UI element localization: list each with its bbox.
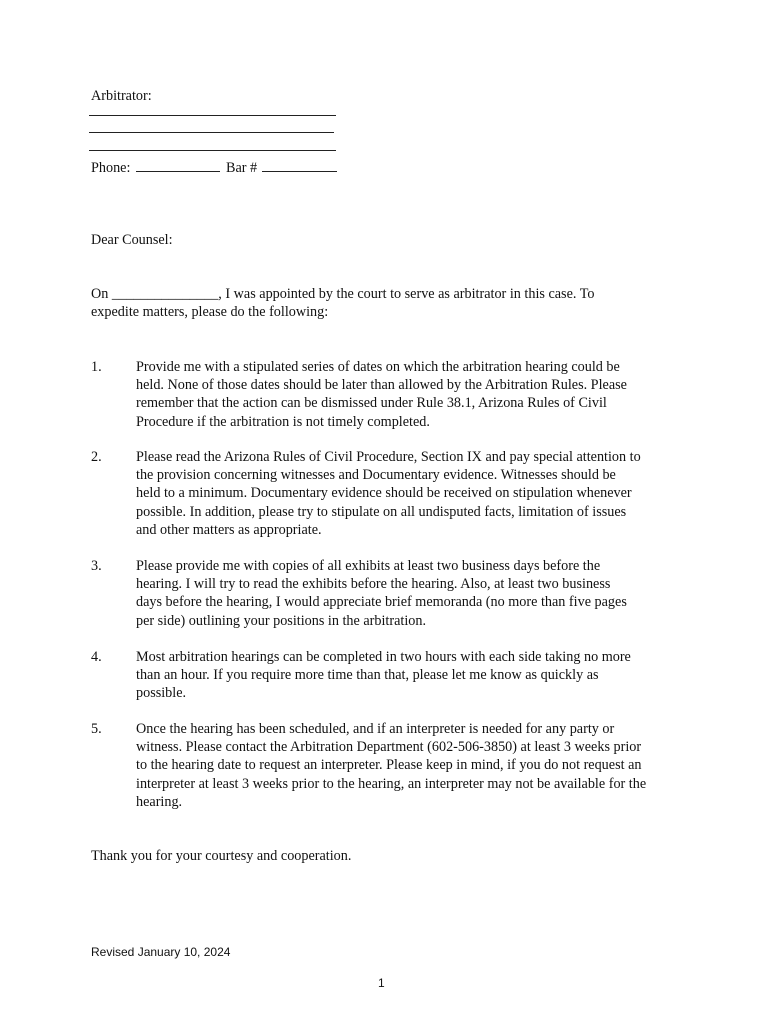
list-item-line: per side) outlining your positions in the arbitration.: [136, 612, 427, 629]
page-number: 1: [378, 976, 385, 990]
intro-line-1: On _______________, I was appointed by the court to serve as arbitrator in this case. To: [91, 286, 595, 302]
arbitrator-label: Arbitrator:: [91, 88, 152, 104]
list-item-text: [136, 557, 696, 630]
list-item-line: Once the hearing has been scheduled, and if an interpreter is needed for any party or: [136, 721, 615, 737]
list-item-line: held to a minimum. Documentary evidence should be received on stipulation whenever: [136, 485, 632, 502]
bar-label: Bar #: [226, 160, 258, 176]
list-item-number: 5.: [91, 721, 102, 737]
list-item-line: to the hearing date to request an interpreter. Please keep in mind, if you do not request an: [136, 757, 642, 774]
revised-date: Revised January 10, 2024: [91, 945, 231, 959]
list-item-line: Please provide me with copies of all exhibits at least two business days before the: [136, 558, 601, 574]
list-item-line: Most arbitration hearings can be completed in two hours with each side taking no more: [136, 649, 631, 665]
phone-label: Phone:: [91, 160, 131, 176]
arbitrator-line-1: [89, 115, 336, 116]
list-item-line: and other matters as appropriate.: [136, 521, 322, 538]
list-item-line: Provide me with a stipulated series of dates on which the arbitration hearing could be: [136, 359, 620, 375]
bar-line: [262, 171, 337, 172]
list-item-line: held. None of those dates should be later than allowed by the Arbitration Rules. Please: [136, 377, 627, 394]
closing-text: Thank you for your courtesy and cooperation.: [91, 848, 352, 864]
arbitrator-line-2: [89, 132, 334, 133]
list-item-number: 4.: [91, 649, 102, 665]
phone-line: [136, 171, 220, 172]
list-item-line: witness. Please contact the Arbitration Department (602-506-3850) at least 3 weeks prior: [136, 739, 642, 756]
list-item-line: hearing.: [136, 793, 183, 810]
list-item-text: [136, 448, 696, 539]
list-item-line: the provision concerning witnesses and Documentary evidence. Witnesses should be: [136, 467, 616, 484]
salutation: Dear Counsel:: [91, 232, 173, 248]
list-item-text: [136, 358, 696, 431]
list-item-line: remember that the action can be dismissed under Rule 38.1, Arizona Rules of Civil: [136, 395, 607, 412]
arbitrator-line-3: [89, 150, 336, 151]
intro-line-2: expedite matters, please do the following:: [91, 304, 329, 320]
list-item-number: 1.: [91, 359, 102, 375]
list-item-line: possible. In addition, please try to stipulate on all undisputed facts, limitation of issues: [136, 503, 627, 520]
list-item-text: [136, 720, 696, 811]
list-item-line: possible.: [136, 685, 187, 702]
list-item-line: interpreter at least 3 weeks prior to the hearing, an interpreter may not be available for the: [136, 775, 647, 792]
list-item-line: Please read the Arizona Rules of Civil Procedure, Section IX and pay special attention to: [136, 449, 641, 465]
list-item-line: days before the hearing, I would appreciate brief memoranda (no more than five pages: [136, 594, 627, 611]
list-item-line: Procedure if the arbitration is not timely completed.: [136, 413, 430, 430]
list-item-number: 2.: [91, 449, 102, 465]
list-item-number: 3.: [91, 558, 102, 574]
list-item-line: hearing. I will try to read the exhibits before the hearing. Also, at least two business: [136, 576, 611, 593]
list-item-line: than an hour. If you require more time than that, please let me know as quickly as: [136, 667, 599, 684]
list-item-text: [136, 648, 696, 703]
